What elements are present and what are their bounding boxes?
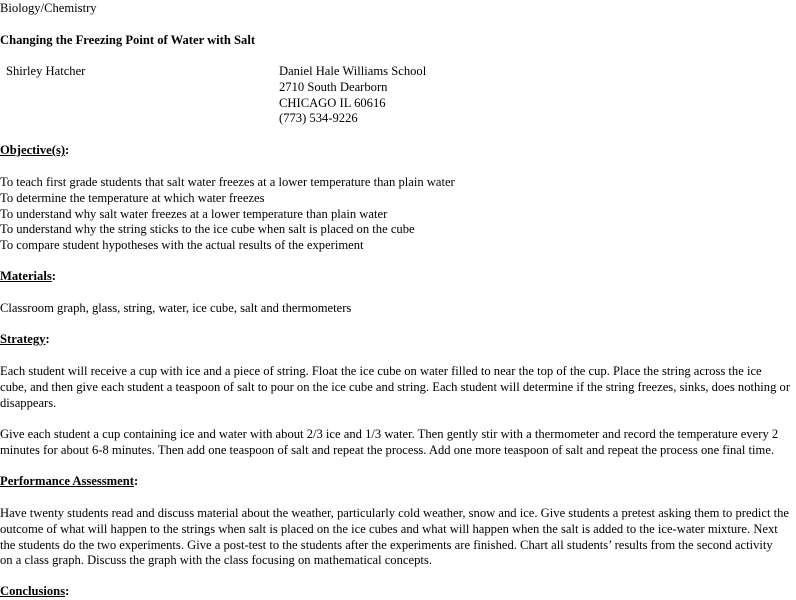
- school-address-block: [279, 64, 426, 127]
- strategy-paragraph-1: Each student will receive a cup with ice and a piece of string. Float the ice cube on water filled to near the top of the cup. Place the string across the ice cube, and then give each student a teaspoon of salt to pour on the ice cube and string. Each student will determine if the string freezes, sinks, does nothing or disappears.: [0, 364, 791, 410]
- strategy-heading: Strategy:: [0, 332, 50, 346]
- list-item: To understand why the string sticks to the ice cube when salt is placed on the cube: [0, 222, 415, 237]
- objectives-list: [0, 175, 455, 254]
- author-name: Shirley Hatcher: [6, 64, 86, 78]
- school-city: CHICAGO IL 60616: [279, 95, 386, 110]
- school-phone: (773) 534-9226: [279, 111, 358, 126]
- objectives-heading: Objective(s):: [0, 143, 70, 157]
- strategy-paragraph-2: Give each student a cup containing ice and water with about 2/3 ice and 1/3 water. Then gently stir with a thermometer and record the temperature every 2 minutes for about 6-8 minutes. Then add one teaspoon of salt and repeat the process. Add one more teaspoon of salt and repeat the process one final time.: [0, 427, 779, 457]
- list-item: To compare student hypotheses with the actual results of the experiment: [0, 238, 364, 253]
- list-item: To understand why salt water freezes at a lower temperature than plain water: [0, 206, 388, 221]
- subject-category: Biology/Chemistry: [0, 1, 97, 15]
- list-item: To teach first grade students that salt water freezes at a lower temperature than plain water: [0, 175, 455, 189]
- list-item: To determine the temperature at which water freezes: [0, 190, 265, 205]
- conclusions-heading: Conclusions:: [0, 584, 70, 598]
- performance-assessment-heading: Performance Assessment:: [0, 474, 139, 488]
- school-name: Daniel Hale Williams School: [279, 64, 427, 78]
- materials-heading: Materials:: [0, 269, 56, 283]
- document-title: Changing the Freezing Point of Water with Salt: [0, 33, 256, 47]
- performance-assessment-paragraph: Have twenty students read and discuss material about the weather, particularly cold weather, snow and ice. Give students a pretest asking them to predict the outcome of what will happen to the strings when salt is placed on the ice cubes and what will happen when the salt is added to the ice-water mixture. Next the students do the two experiments. Give a post-test to the students after the experiments are finished. Chart all students’ results from the second activity on a class graph. Discuss the graph with the class focusing on mathematical concepts.: [0, 506, 789, 568]
- school-street: 2710 South Dearborn: [279, 79, 388, 94]
- materials-text: Classroom graph, glass, string, water, ice cube, salt and thermometers: [0, 301, 352, 315]
